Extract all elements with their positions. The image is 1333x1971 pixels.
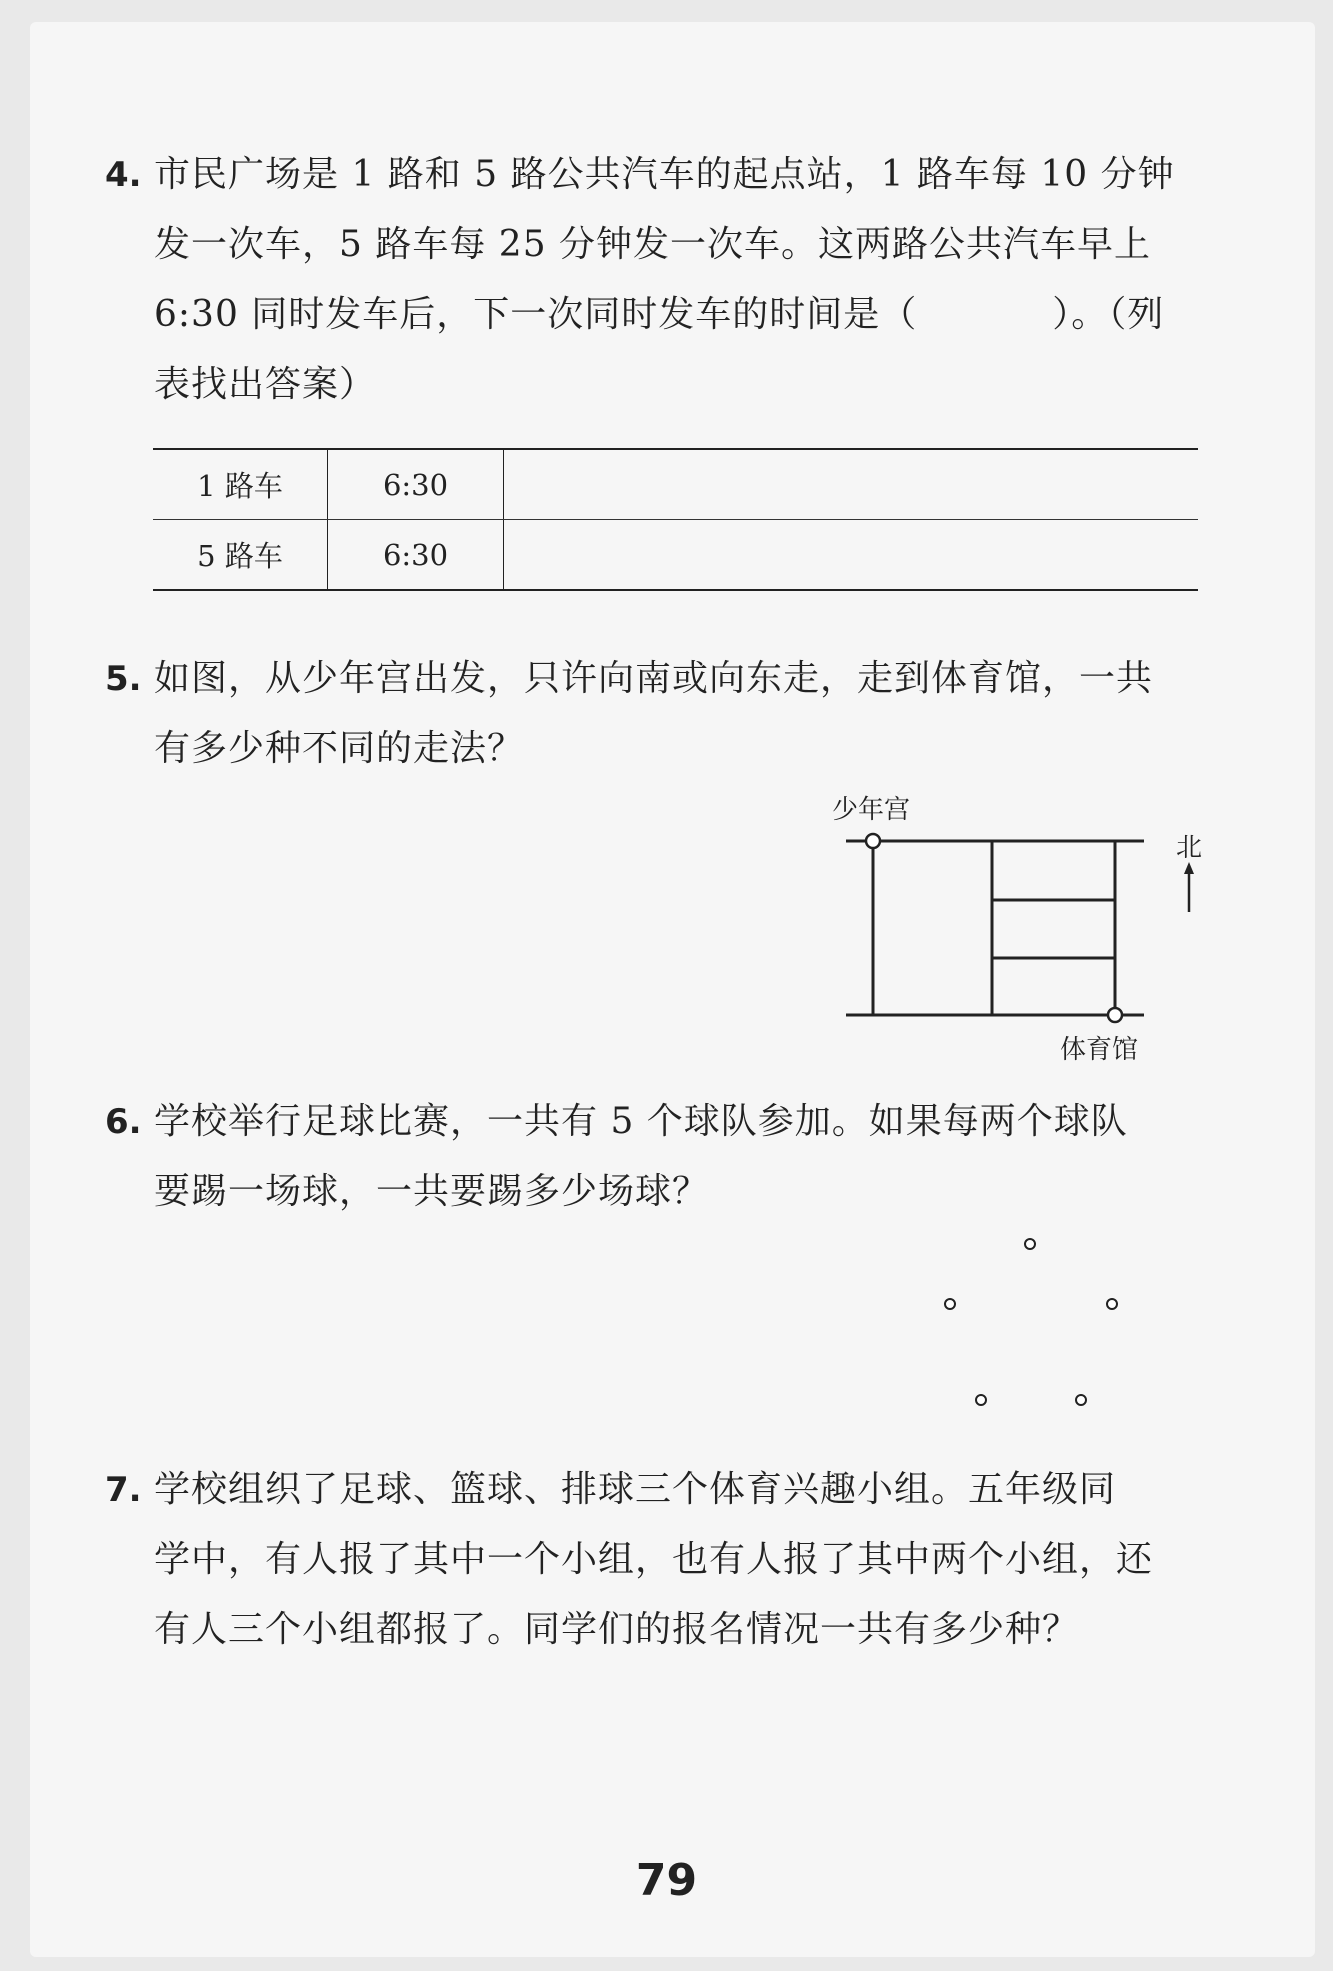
text-line: 有多少种不同的走法？ [154,728,525,769]
text-line: 有人三个小组都报了。同学们的报名情况一共有多少种？ [154,1609,1080,1650]
text-line: 表找出答案） [154,364,377,405]
problem-7 [105,1455,1198,1665]
text-segment: 6:30 同时发车后，下一次同时发车的时间是（ [154,294,918,335]
team-dot [945,1299,955,1309]
team-dot [976,1395,986,1405]
team-dot [1025,1239,1035,1249]
problem-number: 4. [105,155,142,195]
team-dot [1076,1395,1086,1405]
text-line: 如图，从少年宫出发，只许向南或向东走，走到体育馆，一共 [154,658,1154,699]
text-segment: ）。（列 [1052,294,1165,335]
route-label: 1 路车 [153,449,328,520]
page-number: 79 [635,1855,698,1906]
problem-number: 7. [105,1470,142,1510]
start-time: 6:30 [328,449,504,520]
problem-number: 5. [105,659,142,699]
problem-text [154,1455,1198,1665]
north-label: 北 [1176,833,1203,863]
route-label: 5 路车 [153,520,328,591]
end-label: 体育馆 [1060,1035,1139,1065]
problem-number: 6. [105,1102,142,1142]
team-dot [1107,1299,1117,1309]
text-line: 学中，有人报了其中一个小组，也有人报了其中两个小组，还 [154,1539,1154,1580]
start-time: 6:30 [328,520,504,591]
text-line: 要踢一场球，一共要踢多少场球？ [154,1171,710,1212]
text-line: 市民广场是 1 路和 5 路公共汽车的起点站，1 路车每 10 分钟 [154,154,1175,195]
start-label: 少年宫 [832,795,911,825]
text-line: 发一次车，5 路车每 25 分钟发一次车。这两路公共汽车早上 [154,224,1152,265]
text-line: 学校举行足球比赛，一共有 5 个球队参加。如果每两个球队 [154,1101,1128,1142]
text-line: 学校组织了足球、篮球、排球三个体育兴趣小组。五年级同 [154,1469,1117,1510]
